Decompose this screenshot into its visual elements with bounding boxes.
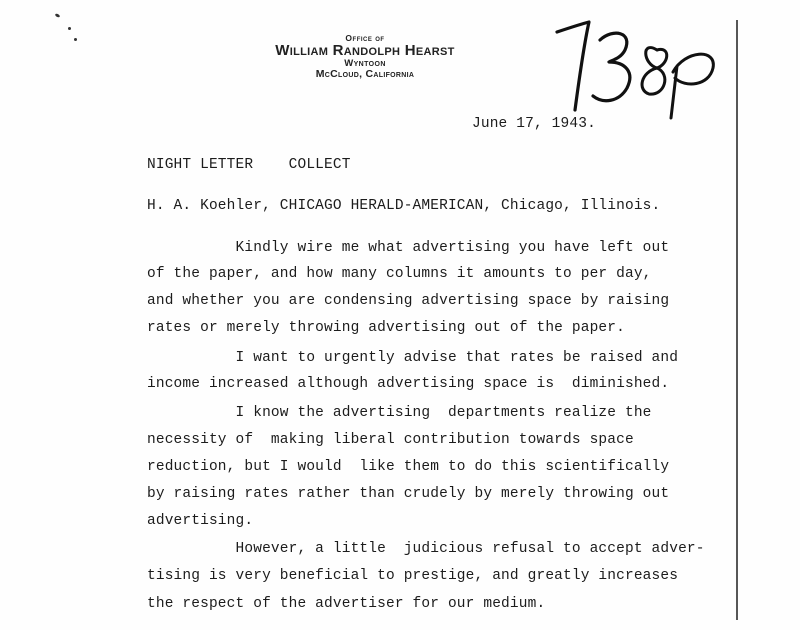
ink-speck bbox=[68, 27, 71, 30]
body-line: Kindly wire me what advertising you have left out bbox=[147, 240, 670, 256]
body-line: I know the advertising departments realize the bbox=[147, 405, 652, 421]
letterhead-name: William Randolph Hearst bbox=[275, 41, 455, 59]
body-line: tising is very beneficial to prestige, and greatly increases bbox=[147, 568, 679, 584]
addressee-line: H. A. Koehler, CHICAGO HERALD-AMERICAN, Chicago, Illinois. bbox=[147, 198, 661, 214]
letterhead bbox=[250, 34, 480, 80]
body-line: by raising rates rather than crudely by merely throwing out bbox=[147, 486, 670, 502]
letterhead-location: Wyntoon bbox=[344, 57, 386, 69]
handwritten-note bbox=[545, 10, 735, 125]
body-line: necessity of making liberal contribution towards space bbox=[147, 432, 634, 448]
body-line: advertising. bbox=[147, 513, 254, 529]
body-line: the respect of the advertiser for our medium. bbox=[147, 596, 546, 612]
ink-speck bbox=[55, 13, 61, 18]
letterhead-office-of: Office of bbox=[345, 33, 385, 43]
letterhead-city: McCloud, California bbox=[315, 67, 415, 80]
body-line: rates or merely throwing advertising out of the paper. bbox=[147, 320, 625, 336]
body-line: of the paper, and how many columns it amounts to per day, bbox=[147, 266, 652, 282]
scan-edge-line bbox=[736, 20, 738, 620]
body-line: and whether you are condensing advertising space by raising bbox=[147, 293, 670, 309]
body-line: reduction, but I would like them to do this scientifically bbox=[147, 459, 670, 475]
body-line: I want to urgently advise that rates be raised and bbox=[147, 350, 679, 366]
body-line: However, a little judicious refusal to accept adver- bbox=[147, 541, 705, 557]
letter-date: June 17, 1943. bbox=[472, 116, 596, 132]
body-line: income increased although advertising space is diminished. bbox=[147, 376, 670, 392]
telegram-type: NIGHT LETTER COLLECT bbox=[147, 157, 351, 173]
ink-speck bbox=[74, 38, 77, 41]
